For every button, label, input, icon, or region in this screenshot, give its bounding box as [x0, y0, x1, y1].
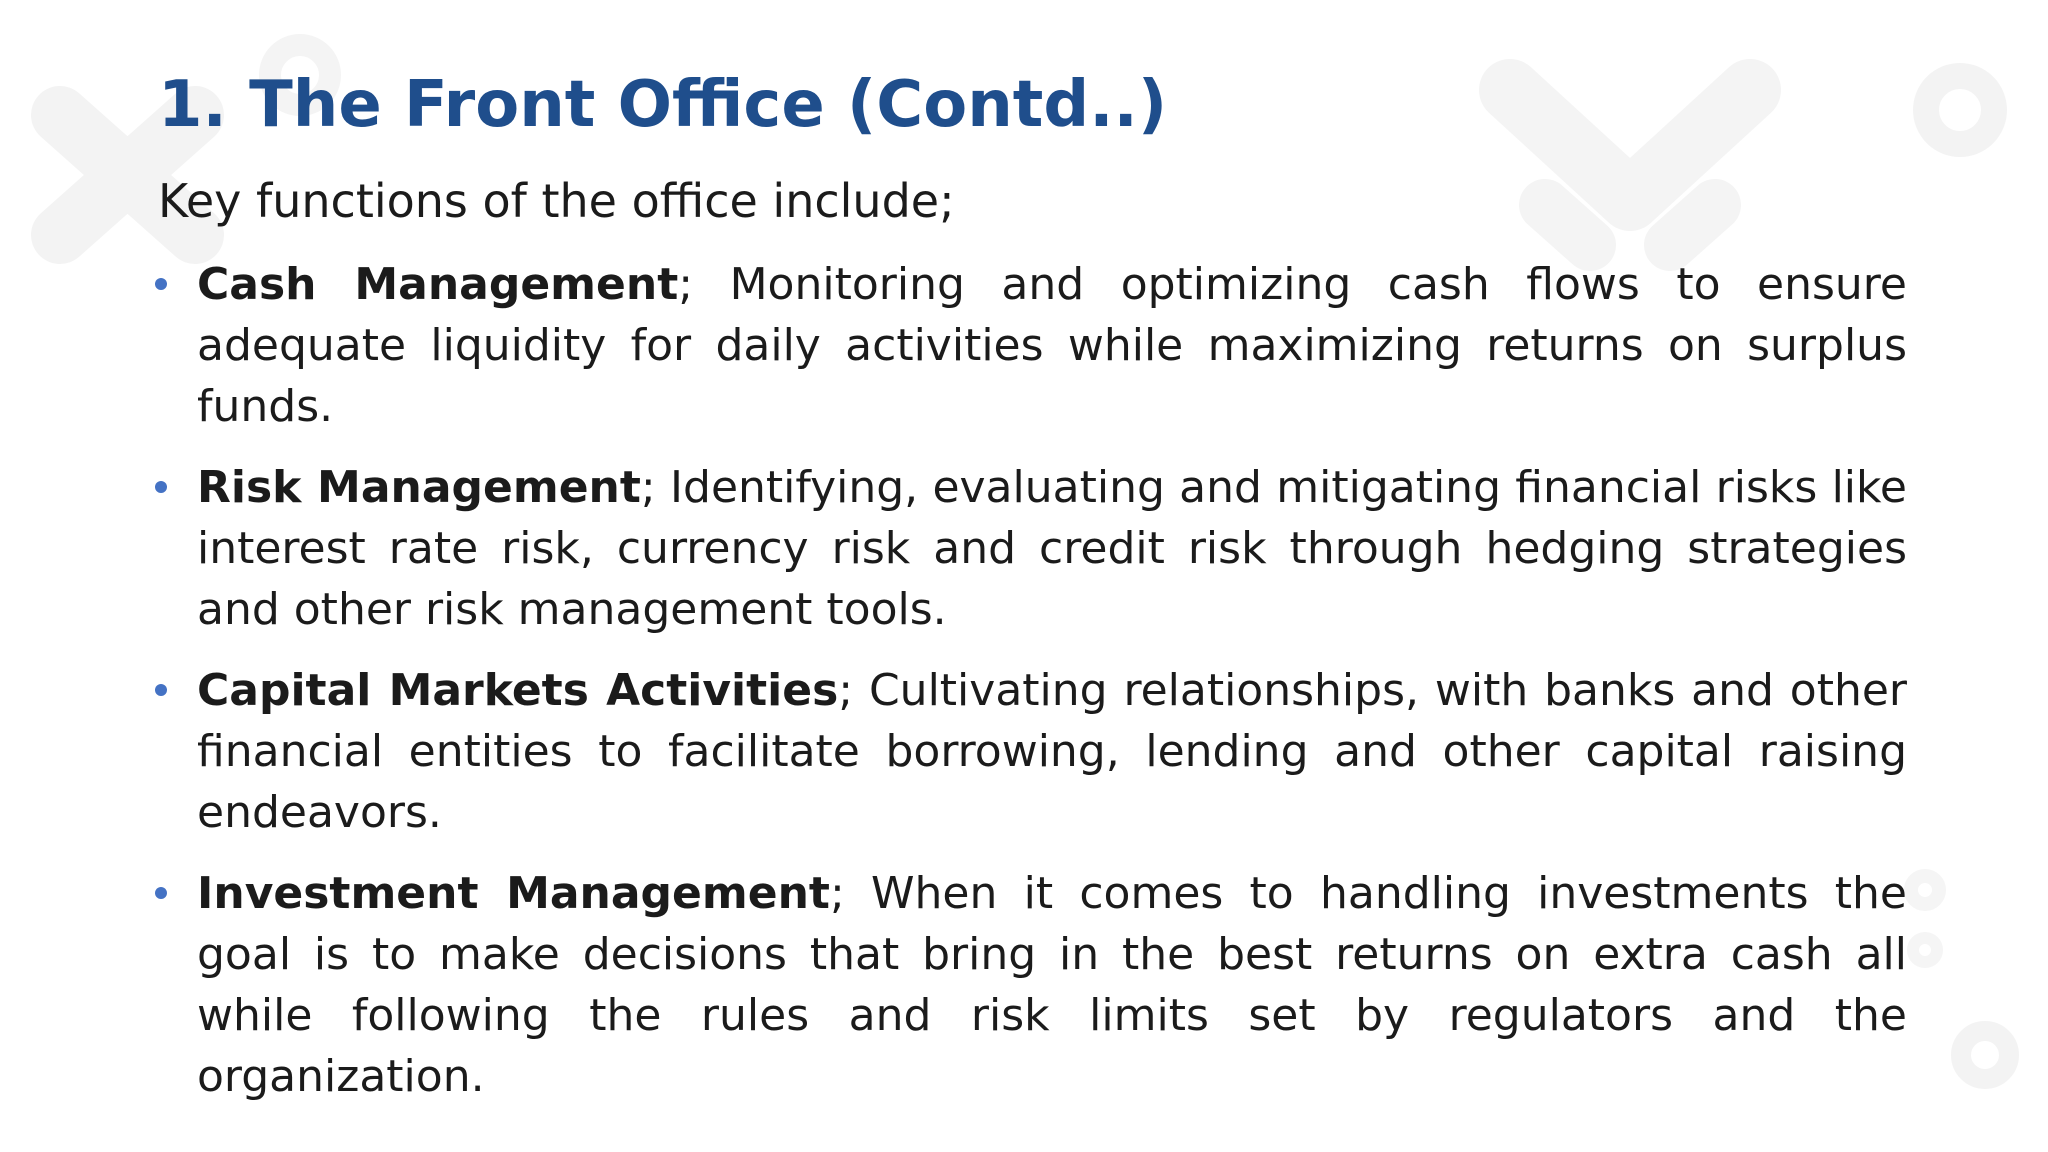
bullet-term: Investment Management — [197, 868, 830, 919]
bullet-dot-icon — [155, 481, 167, 493]
bullet-term: Capital Markets Activities — [197, 665, 839, 716]
circle-decoration — [1911, 876, 1939, 962]
bullet-term: Risk Management — [197, 462, 641, 513]
bullet-text: ; Cultivating relationships, with banks and other financial entities to facilitate borrowing, lending and other capital raising endeavors. — [197, 665, 1908, 838]
bullet-text: ; When it comes to handling investments the goal is to make decisions that bring in the best returns on extra cash all while following the rules and risk limits set by regulators and the organization. — [197, 868, 1907, 1102]
bullet-text: ; Monitoring and optimizing cash flows to ensure adequate liquidity for daily activities while maximizing returns on surplus funds. — [197, 259, 1907, 432]
intro-text: Key functions of the office include; — [158, 174, 955, 228]
bullet-item-cash-management — [197, 254, 1907, 437]
bullet-text: ; Identifying, evaluating and mitigating financial risks like interest rate risk, currency risk and credit risk through hedging strategies and other risk management tools. — [197, 462, 1908, 635]
bullet-item-capital-markets — [197, 660, 1907, 843]
bullet-item-risk-management — [197, 457, 1907, 640]
circle-decoration — [1926, 76, 1994, 144]
bullet-dot-icon — [155, 684, 167, 696]
bullet-item-investment-management — [197, 863, 1907, 1107]
bullet-dot-icon — [155, 887, 167, 899]
chevron-decoration — [1510, 90, 1750, 245]
bullet-term: Cash Management — [197, 259, 679, 310]
bullet-list — [197, 254, 1907, 1127]
circle-decoration — [1961, 1031, 2009, 1079]
bullet-dot-icon — [155, 278, 167, 290]
slide-title: 1. The Front Office (Contd..) — [158, 68, 1168, 142]
